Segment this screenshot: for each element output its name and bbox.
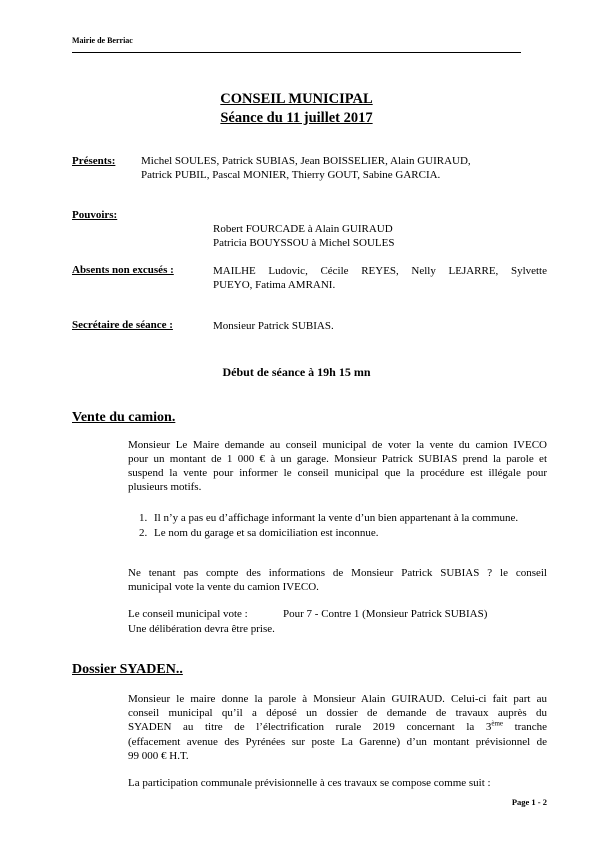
presents-line-2: Patrick PUBIL, Pascal MONIER, Thierry GOUT, Sabine GARCIA. [141,169,441,181]
s1-para1-line-1: Monsieur Le Maire demande au conseil municipal de voter la vente du camion IVECO [128,439,547,451]
s2-para1-line-4: (effacement avenue des Pyrénées sur poste La Garenne) d’un montant prévisionnel de [128,736,547,748]
vote-label: Le conseil municipal vote : [128,608,248,620]
section-heading-dossier-syaden: Dossier SYADEN.. [72,662,183,677]
absents-label: Absents non excusés : [72,264,174,276]
header-organization: Mairie de Berriac [72,36,133,45]
session-start: Début de séance à 19h 15 mn [222,365,371,379]
s1-para2-line-1: Ne tenant pas compte des informations de Monsieur Patrick SUBIAS ? le conseil [128,567,547,579]
s1-para1-line-4: plusieurs motifs. [128,481,202,493]
s2-para1-line-1: Monsieur le maire donne la parole à Monsieur Alain GUIRAUD. Celui-ci fait part au [128,693,547,705]
document-title: CONSEIL MUNICIPAL [220,91,373,107]
list-item: 2. Le nom du garage et sa domiciliation est inconnue. [150,526,570,541]
s2-line3-tail: tranche [503,721,547,733]
secretaire-value: Monsieur Patrick SUBIAS. [213,320,334,332]
list-item: 1. Il n’y a pas eu d’affichage informant la vente d’un bien appartenant à la commune. [150,511,570,526]
page-number: Page 1 - 2 [511,797,547,807]
s1-para1-line-2: pour un montant de 1 000 € à un garage. Monsieur Patrick SUBIAS prend la parole et [128,453,547,465]
presents-line-1: Michel SOULES, Patrick SUBIAS, Jean BOISSELIER, Alain GUIRAUD, [141,155,471,167]
deliberation-note: Une délibération devra être prise. [128,623,275,635]
s1-para1-line-3: suspend la vente pour informer le conseil municipal que la procédure est illégale pour [128,467,547,479]
pouvoirs-line-1: Robert FOURCADE à Alain GUIRAUD [213,223,393,235]
absents-line-1: MAILHE Ludovic, Cécile REYES, Nelly LEJARRE, Sylvette [213,265,547,277]
pouvoirs-label: Pouvoirs: [72,209,118,221]
s2-para1-line-5: 99 000 € H.T. [128,750,189,762]
vote-result: Pour 7 - Contre 1 (Monsieur Patrick SUBIAS) [283,608,488,620]
s1-para2-line-2: municipal vote la vente du camion IVECO. [128,581,319,593]
session-date-title: Séance du 11 juillet 2017 [220,110,373,126]
s2-para1-line-3 [128,720,547,735]
secretaire-label: Secrétaire de séance : [72,319,173,331]
s2-para2: La participation communale prévisionnelle à ces travaux se compose comme suit : [128,777,491,789]
s2-line3-text: SYADEN au titre de l’électrification rurale 2019 concernant la 3 [128,721,492,733]
presents-label: Présents: [72,155,116,167]
s1-numbered-list [128,511,570,540]
pouvoirs-line-2: Patricia BOUYSSOU à Michel SOULES [213,237,395,249]
s2-para1-line-2: conseil municipal qu’il a déposé un dossier de demande de travaux auprès du [128,707,547,719]
absents-line-2: PUEYO, Fatima AMRANI. [213,279,336,291]
section-heading-vente-camion: Vente du camion. [72,410,176,425]
header-rule [72,52,521,53]
superscript-ordinal: ème [491,719,504,728]
